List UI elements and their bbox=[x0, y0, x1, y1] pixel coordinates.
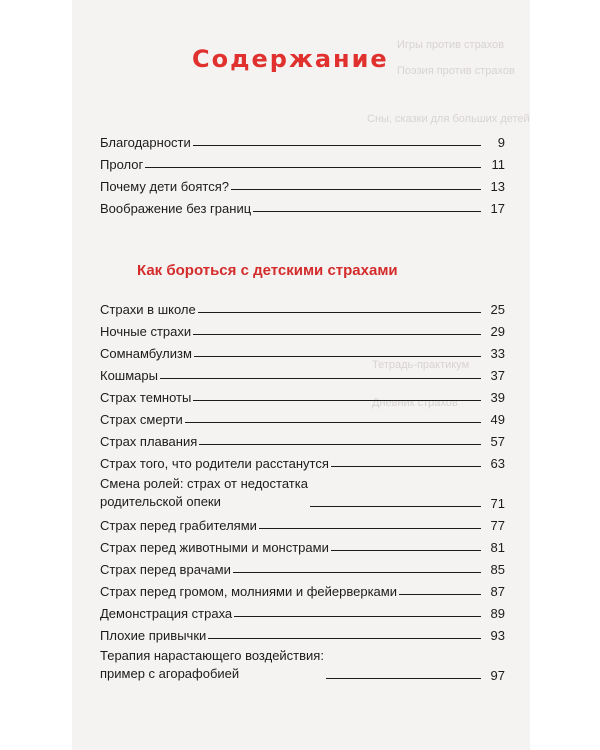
toc-entry-page: 93 bbox=[481, 628, 505, 643]
toc-entry-page: 25 bbox=[481, 302, 505, 317]
toc-entry[interactable] bbox=[100, 383, 505, 405]
leader-line bbox=[185, 422, 481, 423]
toc-front-matter bbox=[100, 128, 505, 216]
toc-entry-page: 33 bbox=[481, 346, 505, 361]
toc-entry-page: 57 bbox=[481, 434, 505, 449]
toc-entry[interactable] bbox=[100, 471, 505, 511]
toc-entry-page: 39 bbox=[481, 390, 505, 405]
leader-line bbox=[145, 167, 481, 168]
toc-entry[interactable] bbox=[100, 555, 505, 577]
toc-entry-label: Благодарности bbox=[100, 135, 191, 150]
leader-line bbox=[198, 312, 481, 313]
toc-entry-page: 9 bbox=[481, 135, 505, 150]
leader-line bbox=[326, 678, 481, 679]
leader-line bbox=[231, 189, 481, 190]
leader-line bbox=[194, 356, 481, 357]
toc-entry[interactable] bbox=[100, 150, 505, 172]
toc-entry-page: 87 bbox=[481, 584, 505, 599]
leader-line bbox=[208, 638, 481, 639]
ghost-line: Игры против страхов bbox=[397, 39, 505, 51]
toc-entry-label: Страх смерти bbox=[100, 412, 183, 427]
toc-entry-page: 89 bbox=[481, 606, 505, 621]
toc-entry-page: 13 bbox=[481, 179, 505, 194]
toc-entry-page: 49 bbox=[481, 412, 505, 427]
toc-entry-label: Сомнамбулизм bbox=[100, 346, 192, 361]
ghost-line: Тетрадь-практикум bbox=[372, 359, 470, 371]
ghost-line: Поэзия против страхов bbox=[397, 65, 515, 77]
toc-entry[interactable] bbox=[100, 621, 505, 643]
leader-line bbox=[234, 616, 481, 617]
toc-entry-label: Страх перед грабителями bbox=[100, 518, 257, 533]
toc-entry-page: 29 bbox=[481, 324, 505, 339]
toc-entry-label: Страх перед громом, молниями и фейерверками bbox=[100, 584, 397, 599]
toc-entry-page: 37 bbox=[481, 368, 505, 383]
leader-line bbox=[193, 400, 481, 401]
leader-line bbox=[233, 572, 481, 573]
toc-entry[interactable] bbox=[100, 128, 505, 150]
toc-entry-label: Пролог bbox=[100, 157, 144, 172]
ghost-line: Дневник страхов bbox=[372, 397, 458, 409]
toc-entry-label: Плохие привычки bbox=[100, 628, 207, 643]
toc-entry-label: Почему дети боятся? bbox=[100, 179, 229, 194]
toc-entry-label: Кошмары bbox=[100, 368, 158, 383]
toc-entry-page: 17 bbox=[481, 201, 505, 216]
leader-line bbox=[331, 550, 481, 551]
toc-entry-page: 63 bbox=[481, 456, 505, 471]
ghost-line: Сны, сказки для больших детей bbox=[367, 113, 530, 125]
toc-entry-label: Демонстрация страха bbox=[100, 606, 233, 621]
toc-entry-label: Страх того, что родители расстанутся bbox=[100, 456, 329, 471]
toc-entry[interactable] bbox=[100, 533, 505, 555]
toc-main bbox=[100, 295, 505, 683]
toc-entry-label: Смена ролей: страх от недостатка родительской опеки bbox=[100, 476, 308, 509]
toc-entry[interactable] bbox=[100, 339, 505, 361]
toc-entry-label: Страх перед врачами bbox=[100, 562, 231, 577]
toc-entry[interactable] bbox=[100, 577, 505, 599]
leader-line bbox=[253, 211, 481, 212]
toc-entry-label: Ночные страхи bbox=[100, 324, 192, 339]
toc-entry-label: Страх темноты bbox=[100, 390, 192, 405]
toc-entry-page: 77 bbox=[481, 518, 505, 533]
toc-entry-page: 97 bbox=[481, 668, 505, 683]
toc-entry[interactable] bbox=[100, 172, 505, 194]
toc-entry-page: 85 bbox=[481, 562, 505, 577]
toc-entry[interactable] bbox=[100, 599, 505, 621]
toc-entry-label: Страх плавания bbox=[100, 434, 198, 449]
page-title: Содержание bbox=[192, 45, 389, 73]
toc-entry-label: Терапия нарастающего воздействия: пример с агорафобией bbox=[100, 648, 324, 681]
toc-entry-label: Страх перед животными и монстрами bbox=[100, 540, 329, 555]
toc-entry-page: 71 bbox=[481, 496, 505, 511]
toc-entry[interactable] bbox=[100, 427, 505, 449]
leader-line bbox=[160, 378, 481, 379]
leader-line bbox=[259, 528, 481, 529]
leader-line bbox=[331, 466, 481, 467]
book-page bbox=[72, 0, 530, 750]
toc-entry[interactable] bbox=[100, 643, 505, 683]
toc-entry[interactable] bbox=[100, 405, 505, 427]
toc-entry[interactable] bbox=[100, 361, 505, 383]
toc-entry[interactable] bbox=[100, 194, 505, 216]
leader-line bbox=[310, 506, 481, 507]
section-title: Как бороться с детскими страхами bbox=[137, 262, 398, 279]
toc-entry-label: Воображение без границ bbox=[100, 201, 252, 216]
toc-entry[interactable] bbox=[100, 511, 505, 533]
toc-entry-page: 81 bbox=[481, 540, 505, 555]
toc-entry-label: Страхи в школе bbox=[100, 302, 196, 317]
toc-entry-page: 11 bbox=[481, 157, 505, 172]
toc-entry[interactable] bbox=[100, 295, 505, 317]
leader-line bbox=[193, 145, 481, 146]
toc-entry[interactable] bbox=[100, 317, 505, 339]
leader-line bbox=[399, 594, 481, 595]
leader-line bbox=[193, 334, 481, 335]
leader-line bbox=[199, 444, 481, 445]
toc-entry[interactable] bbox=[100, 449, 505, 471]
